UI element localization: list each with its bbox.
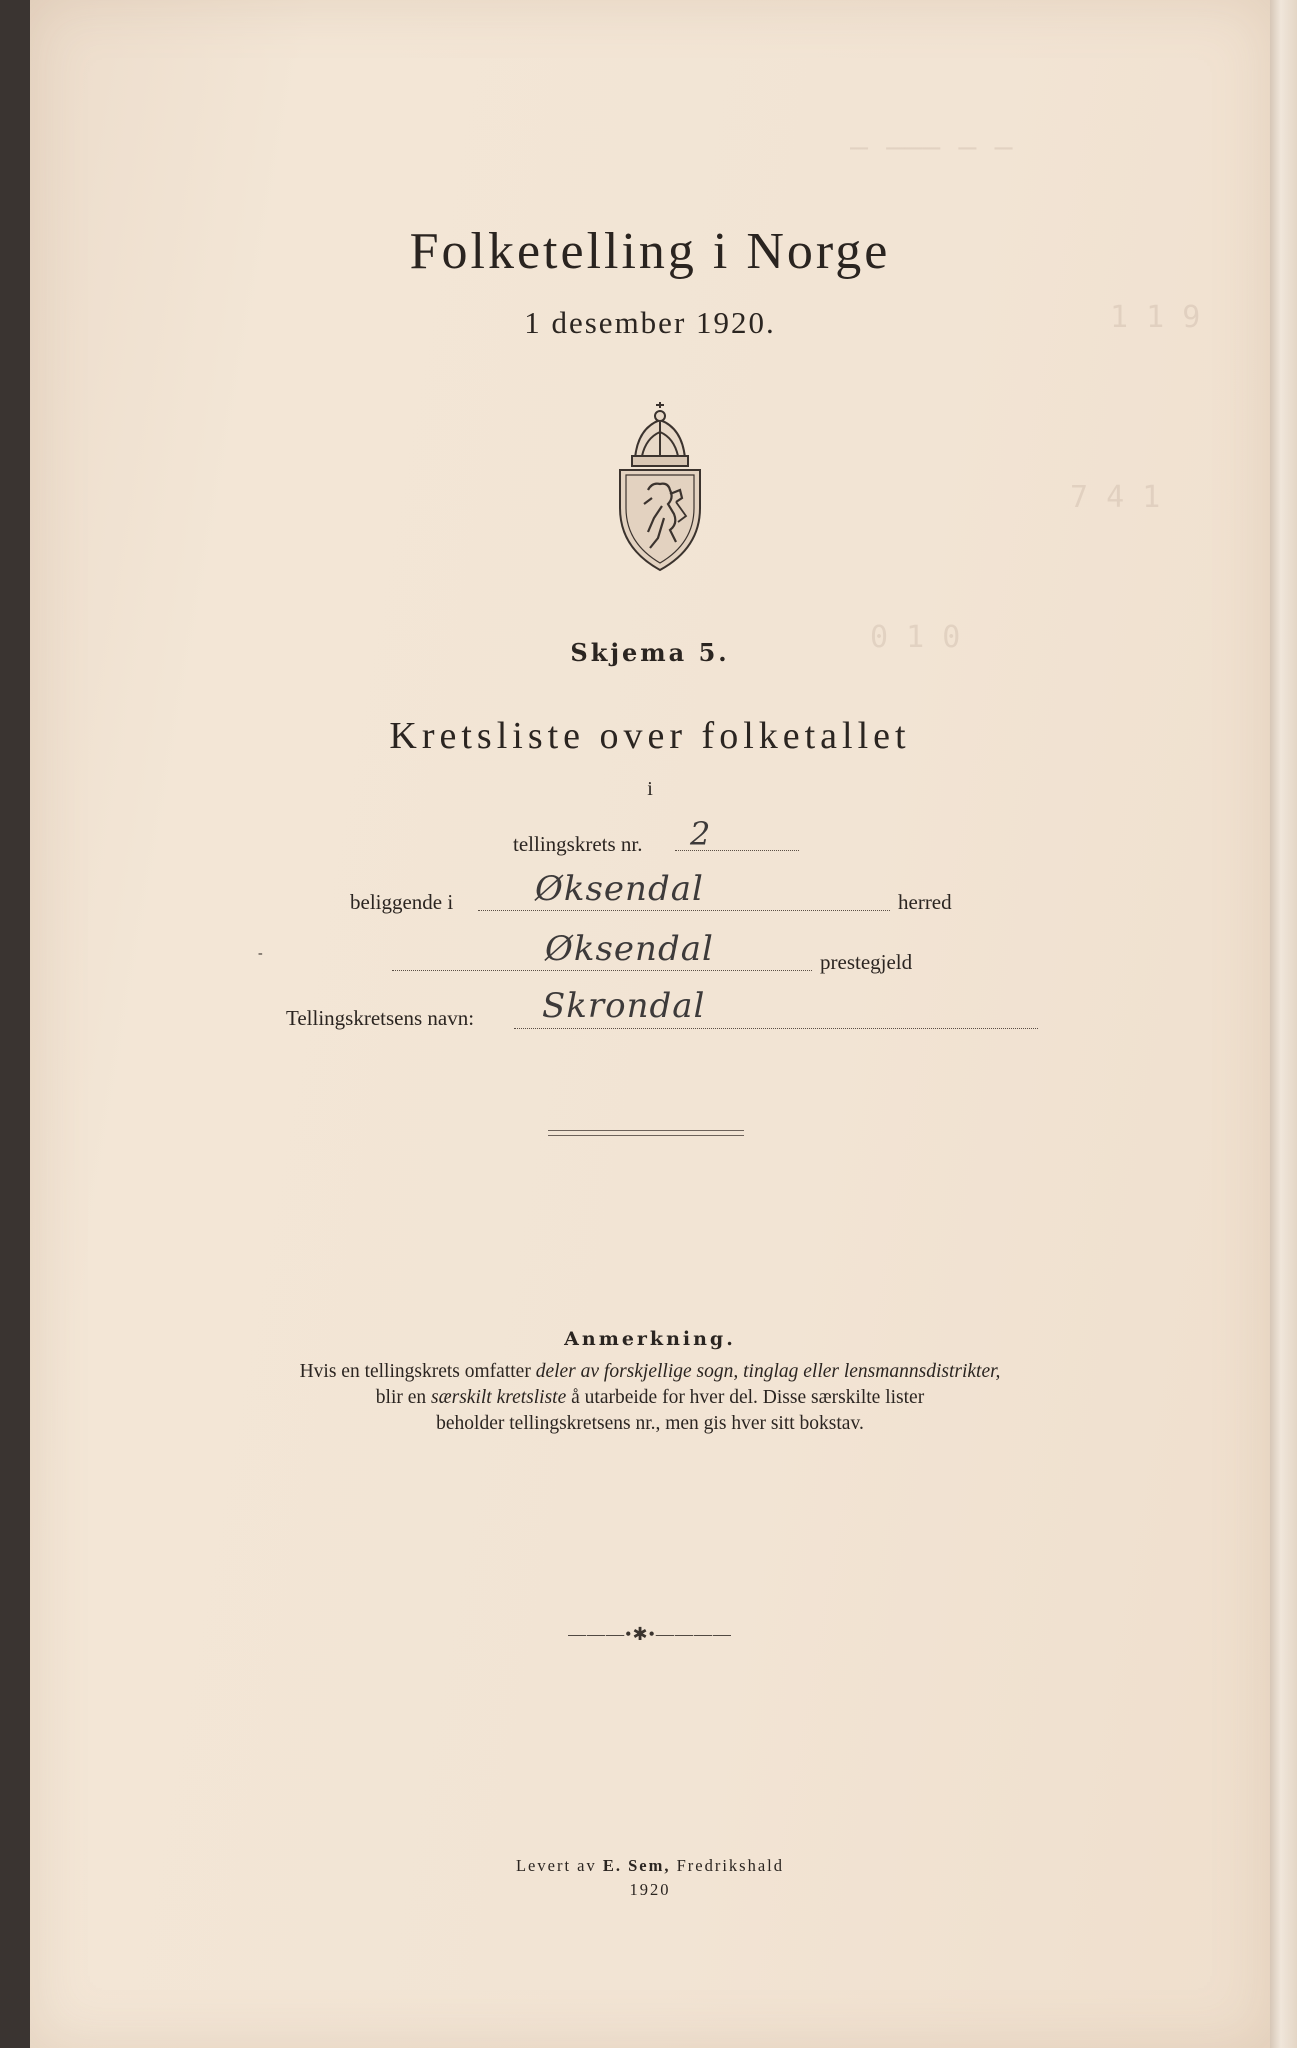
remark-text: blir en <box>375 1387 432 1408</box>
bleed-through-mark: — ——— — — <box>850 130 1013 165</box>
remark-text: Hvis en tellingskrets omfatter <box>299 1361 536 1382</box>
decorative-ornament: ———•✱•———— <box>568 1624 732 1644</box>
remark-title: Anmerkning. <box>564 1328 736 1350</box>
schema-number: Skjema 5. <box>570 638 730 667</box>
bleed-through-mark: 1 1 9 <box>1110 300 1201 335</box>
norwegian-coat-of-arms-icon <box>590 398 730 573</box>
herred-label: herred <box>898 890 952 914</box>
tellingskrets-label: tellingskrets nr. <box>513 832 643 856</box>
bleed-through-mark: 7 4 1 <box>1070 480 1161 515</box>
kretsnavn-label: Tellingskretsens navn: <box>286 1006 475 1030</box>
divider-rule-bottom <box>548 1135 744 1136</box>
census-date: 1 desember 1920. <box>524 305 776 340</box>
remark-text: å utarbeide for hver del. Disse særskilte lister <box>566 1387 925 1408</box>
remark-line-1 <box>30 1358 1270 1386</box>
page-title: Folketelling i Norge <box>409 223 891 280</box>
census-form-page <box>30 0 1270 2048</box>
printer-place: Fredrikshald <box>670 1856 785 1875</box>
prestegjeld-value: Øksendal <box>545 929 714 969</box>
remark-line-2 <box>30 1384 1270 1412</box>
form-heading: Kretsliste over folketallet <box>389 715 911 757</box>
remark-line-3: beholder tellingskretsens nr., men gis hver sitt bokstav. <box>436 1413 864 1434</box>
page-edge <box>1270 0 1297 2048</box>
divider-rule-top <box>548 1130 744 1131</box>
printer-text: Levert av <box>515 1856 603 1875</box>
prestegjeld-line <box>392 970 812 971</box>
beliggende-value: Øksendal <box>535 869 704 909</box>
remark-emphasis: deler av forskjellige sogn, tinglag eller lensmannsdistrikter, <box>535 1361 1001 1382</box>
printer-name: E. Sem, <box>602 1856 671 1875</box>
remark-emphasis: særskilt kretsliste <box>431 1387 567 1408</box>
prestegjeld-label: prestegjeld <box>820 950 913 974</box>
tellingskrets-value: 2 <box>690 815 712 853</box>
bleed-through-mark: 0 1 0 <box>870 620 961 655</box>
beliggende-line <box>478 910 890 911</box>
printer-credit <box>30 1856 1270 1876</box>
beliggende-label: beliggende i <box>350 890 454 914</box>
heading-connector: i <box>647 778 653 800</box>
kretsnavn-line <box>514 1028 1038 1029</box>
printer-year: 1920 <box>629 1880 671 1899</box>
margin-mark: - <box>258 946 263 961</box>
kretsnavn-value: Skrondal <box>542 986 706 1026</box>
